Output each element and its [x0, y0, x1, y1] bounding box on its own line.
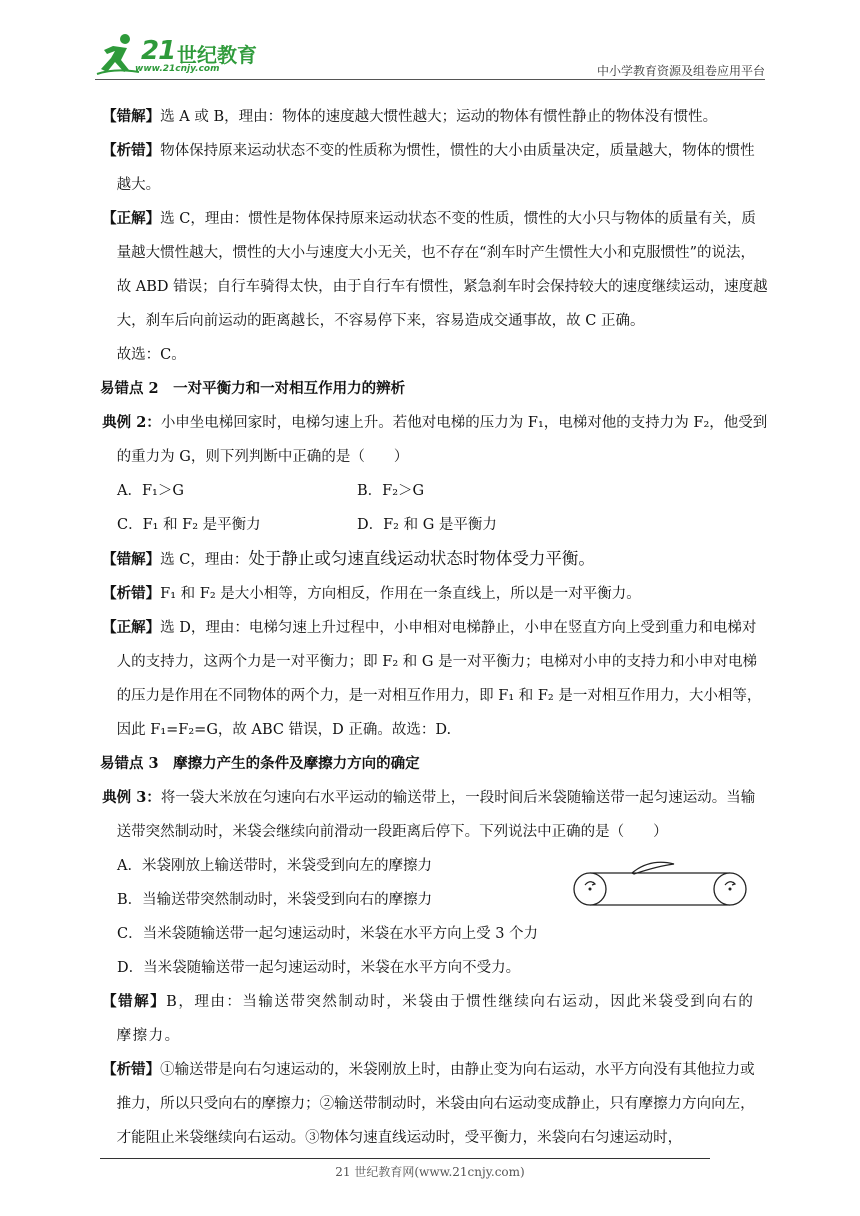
zhengjie-text: 选 D，理由：电梯匀速上升过程中，小申相对电梯静止，小申在竖直方向上受到重力和电梯对人的支持力，这两个力是一对平衡力；即 F₂ 和 G 是一对平衡力；电梯对小申的支持力和小申对电梯的压力是作用在不同物体的两个力，是一对相互作用力，即 F₁ 和 F₂ 是一对相互作用力，大小相等，因此 F₁=F₂=G，故 ABC 错误，D 正确。故选：D.	[116, 620, 762, 738]
correct-answer-2	[100, 611, 768, 747]
cuojie-tag: 【错解】	[102, 108, 161, 125]
footer-divider	[100, 1158, 710, 1159]
example-2	[100, 406, 768, 474]
correct-answer-1	[100, 202, 768, 338]
wrong-answer-1	[100, 100, 768, 134]
cuojie-tag: 【错解】	[102, 551, 161, 568]
xicuo-tag: 【析错】	[102, 1061, 161, 1078]
rice-bag-shape	[632, 862, 674, 874]
example-tag: 典例 2：	[102, 414, 161, 431]
cuojie-tag: 【错解】	[102, 993, 167, 1010]
logo-url: www.21cnjy.com	[135, 64, 220, 74]
xicuo-tag: 【析错】	[102, 585, 161, 602]
section-heading-3: 易错点 3 摩擦力产生的条件及摩擦力方向的确定	[100, 755, 420, 772]
analysis-3	[100, 1053, 768, 1155]
document-body	[100, 100, 768, 1155]
zhengjie-tag: 【正解】	[102, 619, 161, 636]
xicuo-text: 物体保持原来运动状态不变的性质称为惯性，惯性的大小由质量决定，质量越大，物体的惯性越大。	[116, 143, 755, 193]
wrong-answer-2	[100, 542, 768, 577]
options-row-2	[100, 508, 768, 542]
example-tag: 典例 3：	[102, 789, 161, 806]
example-text: 将一袋大米放在匀速向右水平运动的输送带上，一段时间后米袋随输送带一起匀速运动。当输送带突然制动时，米袋会继续向前滑动一段距离后停下。下列说法中正确的是（ ）	[116, 790, 756, 840]
example-3	[100, 781, 768, 849]
xicuo-tag: 【析错】	[102, 142, 161, 159]
header-divider	[95, 79, 765, 80]
option-c: C．当米袋随输送带一起匀速运动时，米袋在水平方向上受 3 个力	[117, 926, 539, 942]
options-row-1	[100, 474, 768, 508]
cuojie-text-a: 选 C，理由：	[160, 552, 249, 568]
option-b: B．F₂＞G	[357, 483, 425, 499]
logo-title: 世纪教育	[177, 43, 257, 67]
section-heading-2: 易错点 2 一对平衡力和一对相互作用力的辨析	[100, 380, 406, 397]
xicuo-text: ①输送带是向右匀速运动的，米袋刚放上时，由静止变为向右运动，水平方向没有其他拉力或推力，所以只受向右的摩擦力；②输送带制动时，米袋由向右运动变成静止，只有摩擦力方向向左，才能阻止米袋继续向右运动。③物体匀速直线运动时，受平衡力，米袋向右匀速运动时，	[116, 1062, 755, 1146]
analysis-1	[100, 134, 768, 202]
page-header	[95, 30, 765, 80]
option-b: B．当输送带突然制动时，米袋受到向右的摩擦力	[117, 892, 433, 908]
cuojie-text-b: 处于静止或匀速直线运动状态时物体受力平衡。	[248, 549, 595, 568]
option-a: A．米袋刚放上输送带时，米袋受到向左的摩擦力	[117, 858, 432, 874]
cuojie-text: 选 A 或 B，理由：物体的速度越大惯性越大；运动的物体有惯性静止的物体没有惯性。	[160, 109, 718, 125]
conveyor-belt-figure	[570, 860, 750, 910]
page-footer: 21 世纪教育网(www.21cnjy.com)	[335, 1165, 525, 1179]
option-a: A．F₁＞G	[117, 483, 184, 499]
zhengjie-text: 选 C，理由：惯性是物体保持原来运动状态不变的性质，惯性的大小只与物体的质量有关，质量越大惯性越大，惯性的大小与速度大小无关，也不存在“刹车时产生惯性大小和克服惯性”的说法，故 ABD 错误；自行车骑得太快，由于自行车有惯性，紧急刹车时会保持较大的速度继续运动，速度越大，刹车后向前运动的距离越长，不容易停下来，容易造成交通事故，故 C 正确。	[116, 211, 768, 329]
header-platform-text: 中小学教育资源及组卷应用平台	[596, 64, 765, 78]
wrong-answer-3	[100, 985, 768, 1053]
option-d: D．F₂ 和 G 是平衡力	[357, 517, 497, 533]
example-text: 小申坐电梯回家时，电梯匀速上升。若他对电梯的压力为 F₁，电梯对他的支持力为 F₂，他受到的重力为 G，则下列判断中正确的是（ ）	[116, 415, 768, 465]
option-d: D．当米袋随输送带一起匀速运动时，米袋在水平方向不受力。	[117, 960, 521, 976]
option-c: C．F₁ 和 F₂ 是平衡力	[117, 517, 261, 533]
answer-choice-1: 故选：C。	[116, 347, 186, 363]
analysis-2	[100, 577, 768, 611]
site-logo	[95, 30, 265, 80]
cuojie-text: B，理由：当输送带突然制动时，米袋由于惯性继续向右运动，因此米袋受到向右的摩擦力。	[116, 994, 755, 1044]
xicuo-text: F₁ 和 F₂ 是大小相等，方向相反，作用在一条直线上，所以是一对平衡力。	[160, 586, 641, 602]
logo-number: 21	[141, 36, 176, 66]
zhengjie-tag: 【正解】	[102, 210, 161, 227]
